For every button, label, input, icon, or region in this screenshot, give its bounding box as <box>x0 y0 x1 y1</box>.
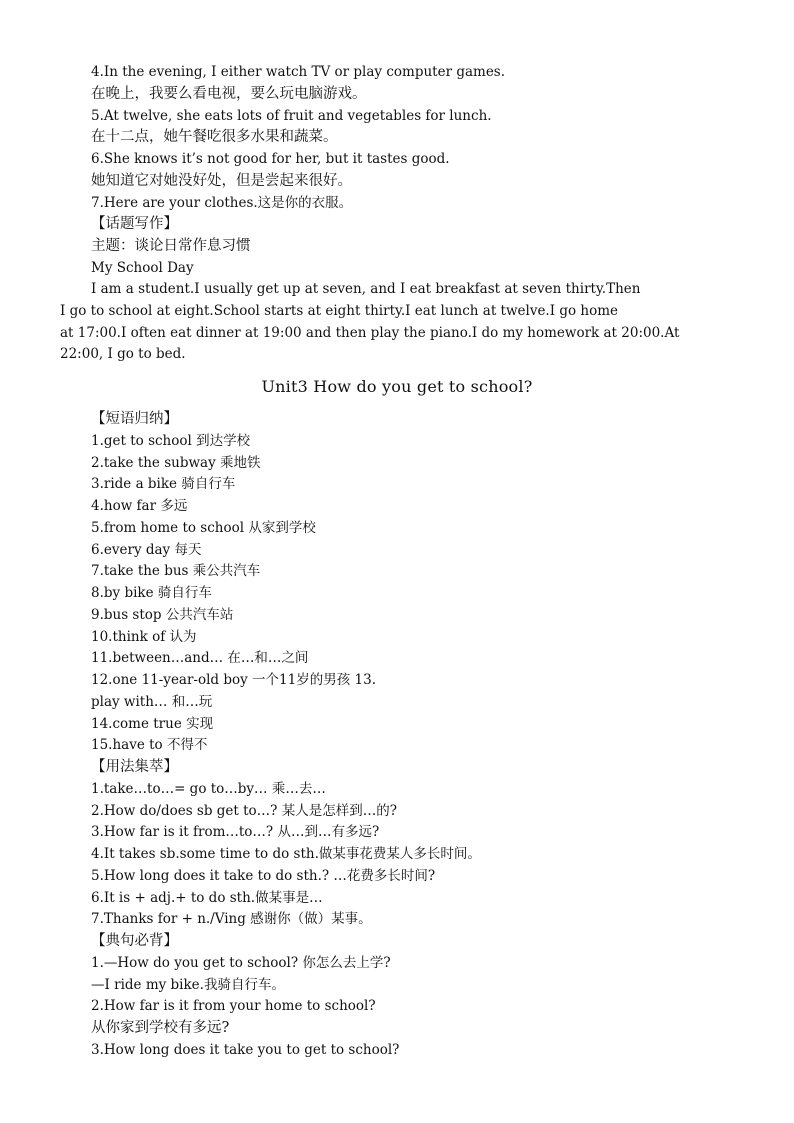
top-section <box>91 62 741 280</box>
section-heading-phrases: 【短语归纳】 <box>91 411 178 427</box>
section-heading-writing: 【话题写作】 <box>91 216 178 233</box>
phrase-item: 2.take the subway 乘地铁 <box>91 454 261 471</box>
unit-title: Unit3 How do you get to school? <box>261 377 533 396</box>
usage-item: 5.How long does it take to do sth.? …花费多长时间? <box>91 867 436 884</box>
phrase-item: 7.take the bus 乘公共汽车 <box>91 563 261 580</box>
usage-item: 7.Thanks for + n./Ving 感谢你（做）某事。 <box>91 911 372 928</box>
essay-line: I am a student.I usually get up at seven, and I eat breakfast at seven thirty.Then <box>91 281 641 297</box>
phrase-item: 3.ride a bike 骑自行车 <box>91 476 236 493</box>
section-heading-key-sentences: 【典句必背】 <box>91 933 178 949</box>
phrase-item: 14.come true 实现 <box>91 715 214 732</box>
phrase-item: 12.one 11-year-old boy 一个11岁的男孩 13. <box>91 672 376 688</box>
essay-line: I go to school at eight.School starts at eight thirty.I eat lunch at twelve.I go home <box>60 302 619 319</box>
phrase-item: 5.from home to school 从家到学校 <box>91 519 316 536</box>
sentence-5-zh: 在十二点，她午餐吃很多水果和蔬菜。 <box>91 129 338 146</box>
phrase-item: play with… 和…玩 <box>91 693 213 710</box>
essay-line: at 17:00.I often eat dinner at 19:00 and then play the piano.I do my homework at 20:00.At <box>60 324 680 341</box>
key-sentence: —I ride my bike.我骑自行车。 <box>91 976 285 993</box>
sentence-6-zh: 她知道它对她没好处，但是尝起来很好。 <box>91 172 352 189</box>
phrase-item: 4.how far 多远 <box>91 498 188 514</box>
key-sentence: 3.How long does it take you to get to school? <box>91 1041 400 1058</box>
phrase-item: 6.every day 每天 <box>91 541 202 558</box>
section-heading-usage: 【用法集萃】 <box>91 759 178 775</box>
sentence-4-zh: 在晚上，我要么看电视，要么玩电脑游戏。 <box>91 85 367 102</box>
writing-topic: 主题：谈论日常作息习惯 <box>91 238 251 254</box>
phrase-item: 15.have to 不得不 <box>91 737 208 754</box>
sentence-7: 7.Here are your clothes.这是你的衣服。 <box>91 194 353 211</box>
phrase-item: 1.get to school 到达学校 <box>91 432 251 449</box>
usage-item: 6.It is + adj.+ to do sth.做某事是… <box>91 889 323 906</box>
key-sentence: 2.How far is it from your home to school? <box>91 998 376 1015</box>
phrase-item: 8.by bike 骑自行车 <box>91 585 212 601</box>
phrase-item: 11.between…and… 在…和…之间 <box>91 650 309 667</box>
sentence-4-en: 4.In the evening, I either watch TV or play computer games. <box>91 64 506 80</box>
usage-item: 2.How do/does sb get to…? 某人是怎样到…的? <box>91 802 397 819</box>
phrase-item: 10.think of 认为 <box>91 628 197 645</box>
key-sentence: 从你家到学校有多远? <box>91 1020 230 1036</box>
phrase-item: 9.bus stop 公共汽车站 <box>91 606 234 623</box>
essay-body <box>60 279 736 366</box>
usage-item: 3.How far is it from…to…? 从…到…有多远? <box>91 824 380 841</box>
essay-title: My School Day <box>91 259 194 276</box>
unit-section <box>91 409 741 1062</box>
sentence-6-en: 6.She knows it’s not good for her, but it tastes good. <box>91 151 450 167</box>
sentence-5-en: 5.At twelve, she eats lots of fruit and vegetables for lunch. <box>91 107 492 124</box>
key-sentence: 1.—How do you get to school? 你怎么去上学? <box>91 954 391 971</box>
usage-item: 4.It takes sb.some time to do sth.做某事花费某人多长时间。 <box>91 846 481 862</box>
usage-item: 1.take…to…= go to…by… 乘…去… <box>91 780 326 797</box>
essay-line: 22:00, I go to bed. <box>60 346 186 363</box>
